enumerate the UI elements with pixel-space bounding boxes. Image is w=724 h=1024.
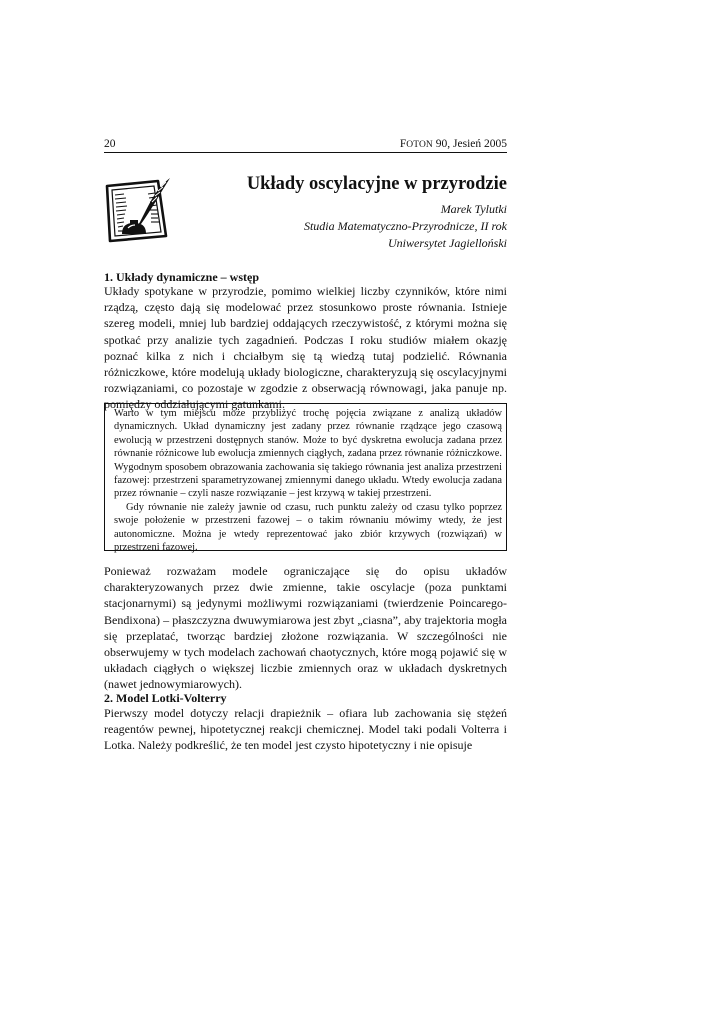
- section-heading: 2. Model Lotki-Volterry: [104, 691, 227, 705]
- author-university: Uniwersytet Jagielloński: [388, 236, 507, 250]
- journal-issue: 90, Jesień 2005: [432, 138, 507, 150]
- journal-reference: [400, 137, 507, 152]
- box-paragraph: Warto w tym miejscu może przybliżyć trochę pojęcia związane z analizą układów dynamicznych. Układ dynamiczny jest zadany przez równanie rządzące jego czasową ewolucją w przestrzeni dostępnych stanów. Może to być dyskretna ewolucja zadana przez równanie różnicowe lub ewolucja zmiennych ciągłych, zadana przez równanie różniczkowe. Wygodnym sposobem obrazowania zachowania się takiego równania jest analiza przestrzeni fazowej: przestrzeni sparametryzowanej zmiennymi danego układu. Wtedy ewolucja zadana przez równanie – czyli nasze rozwiązanie – jest krzywą w takiej przestrzeni.: [114, 408, 502, 500]
- journal-name-initial: F: [399, 138, 407, 150]
- body-paragraph: Ponieważ rozważam modele ograniczające się do opisu układów charakteryzowanych przez dwie zmienne, takie oscylacje (poza punktami stacjonarnymi) są jedynymi możliwymi rozwiązaniami (twierdzenie Poincarego-Bendixona) – płaszczyzna dwuwymiarowa jest zbyt „ciasna”, aby trajektoria mogła się przeplatać, tworząc bardziej złożone rozwiązania. W szczególności nie obserwujemy w tych modelach zachowań chaotycznych, które mogą pojawić się w układach ciągłych o większej liczbie zmiennych oraz w układach dyskretnych (nawet jednowymiarowych).: [104, 564, 507, 692]
- quill-and-inkwell-icon: [104, 178, 170, 244]
- sidebar-box: [104, 403, 507, 554]
- running-header: [104, 137, 507, 153]
- body-paragraph: Układy spotykane w przyrodzie, pomimo wielkiej liczby czynników, które nimi rządzą, często dają się modelować przez stosunkowo proste równania. Istnieje szereg modeli, mniej lub bardziej oddających rzeczywistość, z którymi można się spotkać przy analizie tych zagadnień. Podczas I roku studiów miałem okazję poznać kilka z nich i chciałbym się tą wiedzą tutaj podzielić. Równania różniczkowe, które modelują układy biologiczne, charakteryzują się oscylacyjnymi rozwiązaniami, co pozostaje w zgodzie z obserwacją równowagi, jaka panuje np. pomiędzy oddziałującymi gatunkami.: [104, 284, 507, 412]
- author-name: Marek Tylutki: [440, 202, 507, 216]
- author-affiliation: Studia Matematyczno-Przyrodnicze, II rok: [303, 219, 507, 233]
- article-title: Układy oscylacyjne w przyrodzie: [246, 174, 507, 194]
- page-number: 20: [104, 138, 116, 150]
- section-heading: 1. Układy dynamiczne – wstęp: [104, 270, 260, 284]
- body-paragraph: Pierwszy model dotyczy relacji drapieżnik – ofiara lub zachowania się stężeń reagentów pewnej, hipotetycznej reakcji chemicznej. Model taki podali Volterra i Lotka. Należy podkreślić, że ten model jest czysto hipotetyczny i nie opisuje: [104, 706, 507, 753]
- box-paragraph: Gdy równanie nie zależy jawnie od czasu, ruch punktu zależy od czasu tylko poprzez swoje położenie w przestrzeni fazowej – o takim równaniu mówimy wtedy, że jest autonomiczne. Można je wtedy reprezentować jako zbiór krzywych (rozwiązań) w przestrzeni fazowej.: [114, 501, 502, 554]
- journal-name-smallcaps: OTON: [406, 140, 433, 150]
